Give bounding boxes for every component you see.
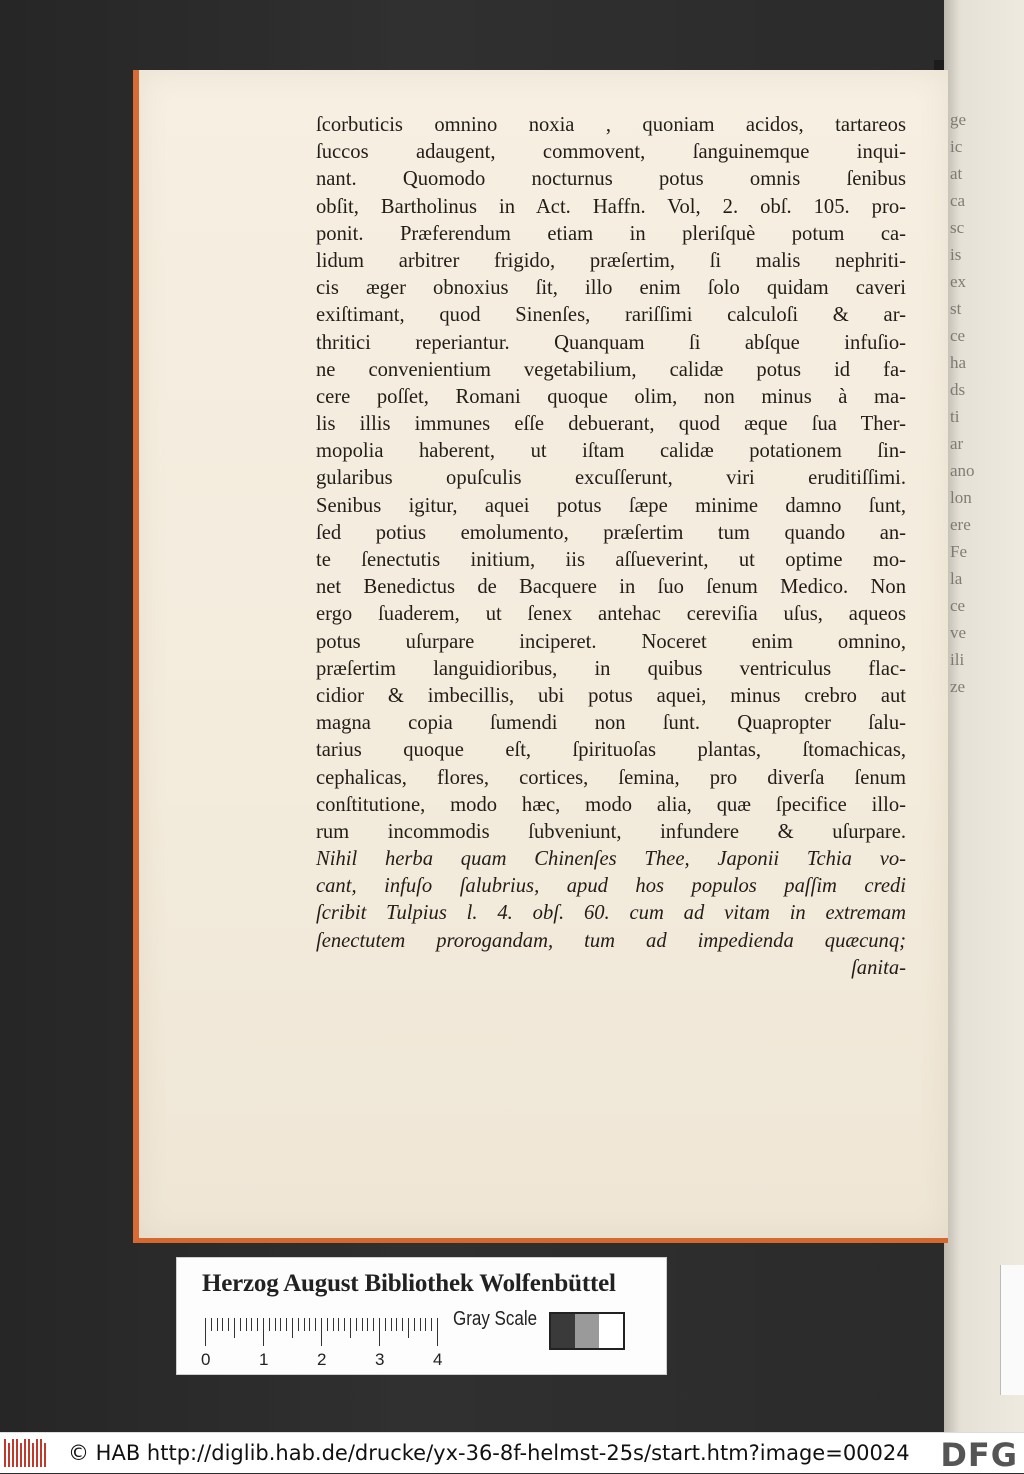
ruler-tick (437, 1318, 438, 1346)
adjacent-page-text: ze (950, 677, 966, 696)
text-line: net Benedictus de Bacquere in ſuo ſenum Medico. Non (316, 576, 906, 599)
ruler-tick (240, 1318, 241, 1331)
adjacent-page-text: ti (950, 407, 960, 426)
footer-bar (0, 1432, 1024, 1473)
adjacent-page-text: Fe (950, 542, 967, 561)
text-line: cephalicas, flores, cortices, ſemina, pro diverſa ſenum (316, 766, 906, 789)
ruler-tick (269, 1318, 270, 1331)
italic-text-line: ſenectutem prorogandam, tum ad impedienda quæcunq; (316, 929, 906, 952)
ruler-tick (205, 1318, 206, 1346)
adjacent-page-text: ili (950, 650, 965, 669)
ruler-tick (356, 1318, 357, 1331)
adjacent-page-text: ic (950, 137, 963, 156)
document-page (133, 70, 948, 1243)
ruler-tick (408, 1318, 409, 1338)
adjacent-page-text: is (950, 245, 962, 264)
text-line: cere poſſet, Romani quoque olim, non minus à ma- (316, 385, 906, 408)
adjacent-page-text: ge (950, 110, 967, 129)
ruler-tick (420, 1318, 421, 1331)
adjacent-page-text: ar (950, 434, 964, 453)
logo-bar (40, 1439, 42, 1467)
ruler-tick (222, 1318, 223, 1331)
italic-text-line: Nihil herba quam Chinenſes Thee, Japonii Tchia vo- (316, 848, 906, 871)
text-line: te ſenectutis initium, iis aſſueverint, ut optime mo- (316, 549, 906, 571)
ruler-tick (298, 1318, 299, 1331)
ruler-tick (246, 1318, 247, 1331)
ruler-tick (309, 1318, 310, 1331)
adjacent-page (944, 0, 1024, 1432)
text-line: mopolia haberent, ut iſtam calidæ potationem ſin- (316, 440, 906, 463)
adjacent-page-text: ce (950, 596, 966, 615)
ruler-tick (327, 1318, 328, 1331)
color-calibration-card (176, 1257, 667, 1375)
gray-swatch (575, 1314, 599, 1348)
ruler (205, 1318, 437, 1348)
footer-attribution[interactable]: © HAB http://diglib.hab.de/drucke/yx-36-8f-helmst-25s/start.htm?image=00024 (68, 1441, 910, 1465)
adjacent-page-text: ere (950, 515, 971, 534)
ruler-tick (396, 1318, 397, 1331)
adjacent-page-text: ex (950, 272, 967, 291)
adjacent-page-text: ce (950, 326, 966, 345)
page-text (316, 112, 906, 982)
adjacent-page-text: sc (950, 218, 965, 237)
text-line: nant. Quomodo nocturnus potus omnis ſenibus (316, 168, 906, 191)
adjacent-page-text: ds (950, 380, 966, 399)
ruler-tick (211, 1318, 212, 1331)
logo-bar (8, 1443, 10, 1467)
ruler-tick (321, 1318, 322, 1346)
ruler-number: 4 (433, 1350, 443, 1369)
library-name: Herzog August Bibliothek Wolfenbüttel (202, 1270, 616, 1297)
text-line: ne convenientium vegetabilium, calidæ potus id fa- (316, 358, 906, 381)
logo-bar (24, 1439, 26, 1467)
text-line: ſcorbuticis omnino noxia , quoniam acidos, tartareos (316, 114, 906, 136)
gray-scale-swatches (549, 1312, 625, 1350)
ruler-tick (263, 1318, 264, 1346)
logo-bar (16, 1439, 18, 1467)
ruler-tick (280, 1318, 281, 1331)
gray-swatch (599, 1314, 623, 1348)
ruler-tick (234, 1318, 235, 1338)
ruler-tick (275, 1318, 276, 1331)
ruler-tick (304, 1318, 305, 1331)
text-line: exiſtimant, quod Sinenſes, rariſſimi calculoſi & ar- (316, 304, 906, 327)
text-line: obſit, Bartholinus in Act. Haffn. Vol, 2. obſ. 105. pro- (316, 195, 906, 218)
ruler-tick (257, 1318, 258, 1331)
text-line: ergo ſuaderem, ut ſenex antehac cereviſia uſus, aqueos (316, 603, 906, 626)
ruler-tick (379, 1318, 380, 1346)
dfg-logo: DFG (940, 1436, 1018, 1474)
adjacent-page-text: ha (950, 353, 967, 372)
text-line: magna copia ſumendi non ſunt. Quapropter ſalu- (316, 712, 906, 735)
ruler-tick (425, 1318, 426, 1331)
ruler-number: 1 (259, 1350, 269, 1369)
logo-bar (12, 1439, 14, 1467)
ruler-number: 0 (201, 1350, 211, 1369)
adjacent-page-text: lon (950, 488, 972, 507)
ruler-tick (338, 1318, 339, 1331)
italic-text-line: ſcribit Tulpius l. 4. obſ. 60. cum ad vitam in extremam (316, 902, 906, 925)
logo-bar (28, 1439, 30, 1467)
adjacent-page-text: la (950, 569, 963, 588)
ruler-tick (431, 1318, 432, 1331)
ruler-number: 2 (317, 1350, 327, 1369)
text-line: conſtitutione, modo hæc, modo alia, quæ ſpecifice illo- (316, 793, 906, 816)
ruler-tick (402, 1318, 403, 1331)
ruler-tick (217, 1318, 218, 1331)
ruler-tick (391, 1318, 392, 1331)
adjacent-page-text: ve (950, 623, 967, 642)
text-line: potus uſurpare inciperet. Noceret enim omnino, (316, 630, 906, 653)
italic-text-line: cant, infuſo ſalubrius, apud hos populos paſſim credi (316, 875, 906, 898)
text-line: ponit. Præferendum etiam in pleriſquè potum ca- (316, 222, 906, 245)
ruler-tick (315, 1318, 316, 1331)
text-line: thritici reperiantur. Quanquam ſi abſque infuſio- (316, 331, 906, 354)
text-line: lidum arbitrer frigido, præſertim, ſi malis nephriti- (316, 249, 906, 272)
ruler-tick (385, 1318, 386, 1331)
adjacent-page-text: ca (950, 191, 966, 210)
text-line: cis æger obnoxius ſit, illo enim ſolo quidam caveri (316, 277, 906, 300)
adjacent-page-text: st (950, 299, 962, 318)
logo-bar (36, 1439, 38, 1467)
gray-scale-label: Gray Scale (453, 1308, 538, 1330)
logo-bar (20, 1443, 22, 1467)
text-line: ſuccos adaugent, commovent, ſanguinemque inqui- (316, 141, 906, 164)
ruler-tick (333, 1318, 334, 1331)
ruler-tick (367, 1318, 368, 1331)
adjacent-page-text: at (950, 164, 963, 183)
text-line: Senibus igitur, aquei potus ſæpe minime damno ſunt, (316, 494, 906, 517)
ruler-tick (344, 1318, 345, 1331)
ruler-tick (292, 1318, 293, 1338)
text-line: lis illis immunes eſſe debuerant, quod æque ſua Ther- (316, 413, 906, 436)
text-line: cidior & imbecillis, ubi potus aquei, minus crebro aut (316, 684, 906, 707)
ruler-tick (286, 1318, 287, 1331)
ruler-tick (373, 1318, 374, 1331)
adjacent-page-text: ano (950, 461, 975, 480)
gray-swatch (551, 1314, 575, 1348)
catchword: ſanita- (851, 956, 906, 979)
ruler-tick (350, 1318, 351, 1338)
text-line: præſertim languidioribus, in quibus ventriculus flac- (316, 657, 906, 680)
hab-logo-icon (4, 1439, 46, 1467)
text-line: tarius quoque eſt, ſpirituoſas plantas, ſtomachicas, (316, 739, 906, 762)
logo-bar (4, 1439, 6, 1467)
text-line: ſed potius emolumento, præſertim tum quando an- (316, 521, 906, 544)
text-line: rum incommodis ſubveniunt, infundere & uſurpare. (316, 820, 906, 843)
text-line: gularibus opuſculis excuſſerunt, viri eruditiſſimi. (316, 467, 906, 490)
logo-bar (44, 1443, 46, 1467)
ruler-tick (251, 1318, 252, 1331)
ruler-number: 3 (375, 1350, 385, 1369)
ruler-tick (414, 1318, 415, 1331)
side-calibration-card (1000, 1265, 1024, 1395)
logo-bar (32, 1443, 34, 1467)
ruler-tick (362, 1318, 363, 1331)
ruler-tick (228, 1318, 229, 1331)
